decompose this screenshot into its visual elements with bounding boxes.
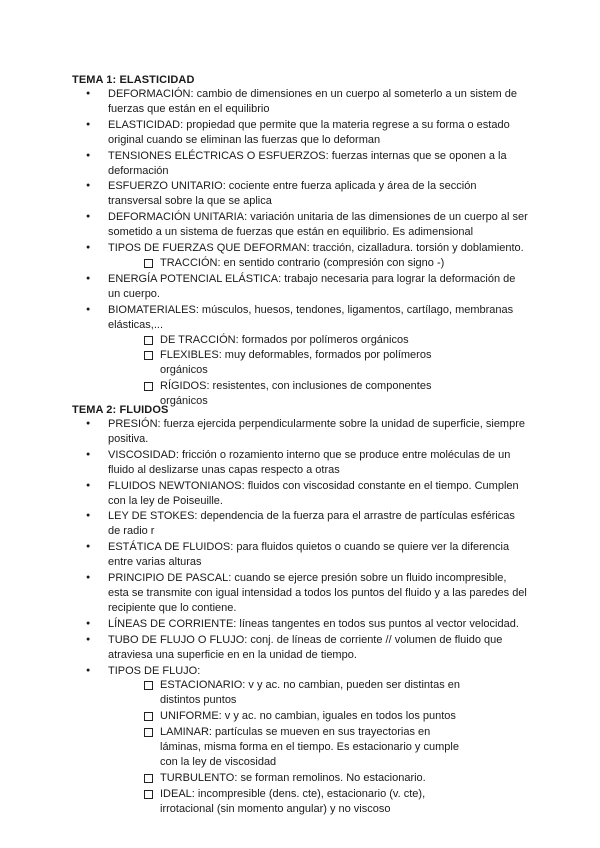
sublist — [108, 256, 530, 271]
checkbox-icon — [144, 712, 153, 721]
item-text: LÍNEAS DE CORRIENTE: líneas tangentes en todos sus puntos al vector velocidad. — [108, 617, 519, 630]
sublist-item — [0, 771, 530, 786]
checkbox-icon — [144, 259, 153, 268]
item-text: FLUIDOS NEWTONIANOS: fluidos con viscosidad constante en el tiempo. Cumplen con la ley de Poiseuille. — [108, 479, 519, 507]
item-text: ESFUERZO UNITARIO: cociente entre fuerza aplicada y área de la sección transversal sobre la que se aplica — [108, 180, 477, 208]
list-item — [0, 664, 600, 817]
sub-text: UNIFORME: v y ac. no cambian, iguales en todos los puntos — [160, 710, 456, 723]
checkbox-icon — [144, 774, 153, 783]
tema1-list — [0, 87, 600, 410]
checkbox-icon — [144, 681, 153, 690]
sublist-item — [0, 787, 530, 817]
item-text: TENSIONES ELÉCTRICAS O ESFUERZOS: fuerzas internas que se oponen a la deformación — [108, 149, 507, 177]
section-title-tema1: TEMA 1: ELASTICIDAD — [72, 74, 195, 86]
checkbox-icon — [144, 351, 153, 360]
sublist — [108, 333, 530, 410]
sub-text: ESTACIONARIO: v y ac. no cambian, pueden ser distintas en distintos puntos — [160, 679, 460, 707]
list-item — [0, 87, 600, 117]
sublist-item — [0, 333, 530, 348]
checkbox-icon — [144, 336, 153, 345]
list-item — [0, 210, 600, 240]
item-text: LEY DE STOKES: dependencia de la fuerza para el arrastre de partículas esféricas de radio r — [108, 510, 515, 538]
checkbox-icon — [144, 382, 153, 391]
sublist-item — [0, 348, 530, 378]
sublist-item — [0, 709, 530, 724]
list-item — [0, 179, 600, 209]
list-item — [0, 540, 600, 570]
sublist-item — [0, 256, 530, 271]
item-text: TIPOS DE FLUJO: — [108, 664, 201, 677]
item-text: VISCOSIDAD: fricción o rozamiento interno que se produce entre moléculas de un fluido al deslizarse unas capas respecto a otras — [108, 448, 511, 476]
list-item — [0, 417, 600, 447]
list-item — [0, 448, 600, 478]
list-item — [0, 149, 600, 179]
item-text: ELASTICIDAD: propiedad que permite que la materia regrese a su forma o estado original cuando se eliminan las fuerzas que lo deforman — [108, 118, 510, 146]
checkbox-icon — [144, 790, 153, 799]
list-item — [0, 633, 600, 663]
item-text: PRESIÓN: fuerza ejercida perpendicularmente sobre la unidad de superficie, siempre positiva. — [108, 418, 525, 445]
sublist-item — [0, 678, 530, 708]
item-text: TIPOS DE FUERZAS QUE DEFORMAN: tracción, cizalladura. torsión y doblamiento. — [108, 242, 524, 255]
list-item — [0, 509, 600, 539]
item-text: TUBO DE FLUJO O FLUJO: conj. de líneas de corriente // volumen de fluido que atraviesa una superficie en en la unidad de tiempo. — [108, 633, 503, 661]
sub-text: IDEAL: incompresible (dens. cte), estacionario (v. cte), irrotacional (sin momento angular) y no viscoso — [160, 787, 426, 815]
section-title-tema2: TEMA 2: FLUIDOS — [72, 404, 169, 416]
sub-text: TURBULENTO: se forman remolinos. No estacionario. — [160, 771, 426, 784]
sublist — [108, 678, 530, 816]
list-item — [0, 241, 600, 271]
sub-text: TRACCIÓN: en sentido contrario (compresión con signo -) — [160, 256, 445, 269]
item-text: ENERGÍA POTENCIAL ELÁSTICA: trabajo necesaria para lograr la deformación de un cuerpo. — [108, 272, 516, 300]
list-item — [0, 272, 600, 302]
item-text: ESTÁTICA DE FLUIDOS: para fluidos quietos o cuando se quiere ver la diferencia entre varias alturas — [108, 541, 510, 569]
item-text: BIOMATERIALES: músculos, huesos, tendones, ligamentos, cartílago, membranas elásticas,... — [108, 303, 514, 331]
tema2-list — [0, 417, 600, 818]
sub-text: LAMINAR: partículas se mueven en sus trayectorias en láminas, misma forma en el tiempo. Es estacionario y cumple con la ley de viscosidad — [160, 726, 459, 768]
list-item — [0, 617, 600, 632]
sub-text: FLEXIBLES: muy deformables, formados por polímeros orgánicos — [160, 349, 432, 377]
item-text: DEFORMACIÓN UNITARIA: variación unitaria de las dimensiones de un cuerpo al ser sometido a un sistema de fuerzas que están en equilibrio. Es adimensional — [108, 211, 528, 239]
list-item — [0, 118, 600, 148]
checkbox-icon — [144, 728, 153, 737]
list-item — [0, 571, 600, 616]
sub-text: RÍGIDOS: resistentes, con inclusiones de componentes orgánicos — [160, 380, 432, 408]
list-item — [0, 479, 600, 509]
list-item — [0, 303, 600, 409]
item-text: PRINCIPIO DE PASCAL: cuando se ejerce presión sobre un fluido incompresible, esta se transmite con igual intensidad a todos los puntos del fluido y a las paredes del recipiente que lo contiene. — [108, 572, 527, 614]
item-text: DEFORMACIÓN: cambio de dimensiones en un cuerpo al someterlo a un sistem de fuerzas que están en el equilibrio — [108, 88, 518, 115]
sub-text: DE TRACCIÓN: formados por polímeros orgánicos — [160, 333, 409, 346]
sublist-item — [0, 725, 530, 770]
